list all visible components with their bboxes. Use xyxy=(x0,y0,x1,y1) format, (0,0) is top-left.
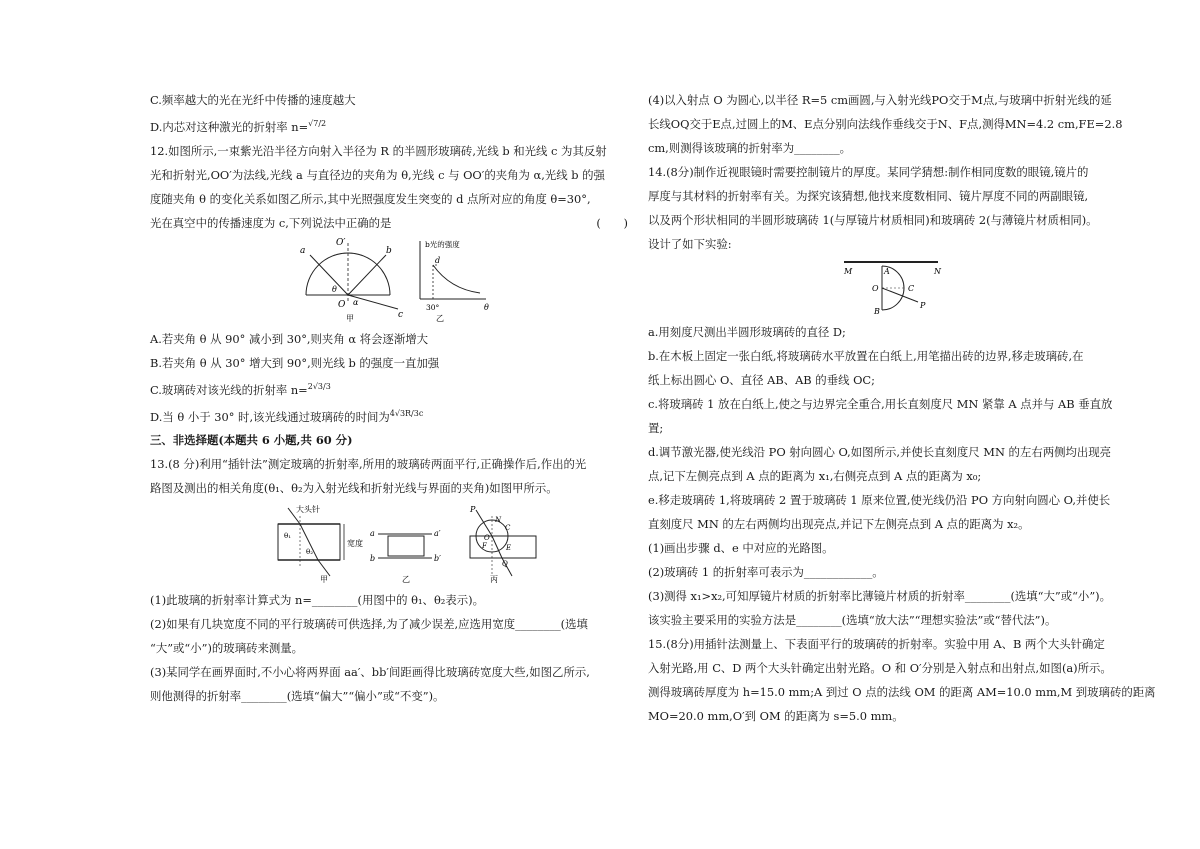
fig12-label-b: b xyxy=(386,245,392,256)
q13-stem-2: 路图及测出的相关角度(θ₁、θ₂为入射光线和折射光线与界面的夹角)如图甲所示。 xyxy=(150,481,558,496)
fig12-xaxis-theta: θ xyxy=(484,302,489,312)
q13-part-2a: (2)如果有几块宽度不同的平行玻璃砖可供选择,为了减少误差,应选用宽度________(选填 xyxy=(150,617,588,632)
fig13-P: P xyxy=(470,505,476,515)
fig12-yi xyxy=(420,239,489,323)
q13-part-4a: (4)以入射点 O 为圆心,以半径 R=5 cm画圆,与入射光线PO交于M点,与玻璃中折射光线的延 xyxy=(648,93,1112,107)
q14-step-b2: 纸上标出圆心 O、直径 AB、AB 的垂线 OC; xyxy=(648,373,875,387)
fig12-caption-jia: 甲 xyxy=(346,313,354,323)
q12-option-a: A.若夹角 θ 从 90° 减小到 30°,则夹角 α 将会逐渐增大 xyxy=(150,331,428,346)
q12-answer-paren: ( ) xyxy=(596,215,628,230)
fig13-aprime: a′ xyxy=(434,529,441,539)
fig12-label-theta: θ xyxy=(332,284,337,294)
fig14-C: C xyxy=(908,284,915,293)
q12-option-d-text: D.当 θ 小于 30° 时,该光线通过玻璃砖的时间为 xyxy=(150,409,390,424)
q14-part-1: (1)画出步骤 d、e 中对应的光路图。 xyxy=(648,541,834,555)
fig13-E: E xyxy=(506,544,512,553)
q14-stem-4: 设计了如下实验: xyxy=(648,237,732,251)
fig14-O: O xyxy=(872,284,879,293)
fig13-theta2: θ₂ xyxy=(306,548,314,557)
fig14-N: N xyxy=(934,267,941,276)
q14-part-3b: 该实验主要采用的实验方法是________(选填“放大法”“理想实验法”或“替代法”)。 xyxy=(648,613,1057,627)
q11-option-d-fraction: √7/2 xyxy=(308,119,327,128)
fig12-label-oprime: O′ xyxy=(336,237,346,248)
q13-stem-1: 13.(8 分)利用“插针法”测定玻璃的折射率,所用的玻璃砖两面平行,正确操作后,作出的光 xyxy=(150,457,587,472)
q13-part-4b: 长线OQ交于E点,过圆上的M、E点分别向法线作垂线交于N、F点,测得MN=4.2 cm,FE=2.8 xyxy=(648,117,1123,131)
q15-line-1: 15.(8分)用插针法测量上、下表面平行的玻璃砖的折射率。实验中用 A、B 两个大头针确定 xyxy=(648,637,1105,651)
q12-option-d-fraction: 4√3R/3c xyxy=(389,408,424,418)
q14-part-2: (2)玻璃砖 1 的折射率可表示为____________。 xyxy=(648,565,884,579)
fig12-caption-yi: 乙 xyxy=(436,313,444,323)
q15-line-3: 测得玻璃砖厚度为 h=15.0 mm;A 到过 O 点的法线 OM 的距离 AM=10.0 mm,M 到玻璃砖的距离 xyxy=(648,685,1156,699)
q14-figure xyxy=(648,258,1178,316)
fig12-label-o: O xyxy=(338,299,346,310)
q14-step-c1: c.将玻璃砖 1 放在白纸上,使之与边界完全重合,用长直刻度尺 MN 紧靠 A 点并与 AB 垂直放 xyxy=(648,397,1113,411)
q14-figure-svg xyxy=(648,258,1178,316)
q12-option-c-fraction: 2√3/3 xyxy=(307,381,331,391)
q13-figure-svg xyxy=(150,502,640,584)
q13-part-3a: (3)某同学在画界面时,不小心将两界面 aa′、bb′间距画得比玻璃砖宽度大些,如图乙所示, xyxy=(150,665,590,680)
q14-stem-2: 厚度与其材料的折射率有关。为探究该猜想,他找来度数相同、镜片厚度不同的两副眼镜, xyxy=(648,189,1089,203)
fig13-Q: Q xyxy=(502,560,508,569)
q13-figure xyxy=(150,502,640,584)
q15-line-4: MO=20.0 mm,O′到 OM 的距离为 s=5.0 mm。 xyxy=(648,709,904,723)
q12-stem-3: 度随夹角 θ 的变化关系如图乙所示,其中光照强度发生突变的 d 点所对应的角度 θ=30°, xyxy=(150,191,591,206)
q15-line-2: 入射光路,用 C、D 两个大头针确定出射光路。O 和 O′分别是入射点和出射点,如图(a)所示。 xyxy=(648,661,1112,675)
fig12-jia xyxy=(300,238,403,323)
q14-step-d1: d.调节激光器,使光线沿 PO 射向圆心 O,如图所示,并使长直刻度尺 MN 的左右两侧均出现亮 xyxy=(648,445,1112,459)
q12-option-b: B.若夹角 θ 从 30° 增大到 90°,则光线 b 的强度一直加强 xyxy=(150,355,440,370)
fig13-bing xyxy=(469,505,536,584)
fig13-theta1: θ₁ xyxy=(284,532,292,541)
q14-step-b1: b.在木板上固定一张白纸,将玻璃砖水平放置在白纸上,用笔描出砖的边界,移走玻璃砖,在 xyxy=(648,349,1084,363)
q14-stem-3: 以及两个形状相同的半圆形玻璃砖 1(与厚镜片材质相同)和玻璃砖 2(与薄镜片材质相同)。 xyxy=(648,213,1098,227)
q12-option-c xyxy=(150,375,640,402)
fig13-caption-jia: 甲 xyxy=(320,575,328,585)
q11-option-c: C.频率越大的光在光纤中传播的速度越大 xyxy=(150,93,356,107)
fig13-pin-label: 大头针 xyxy=(296,505,320,515)
q14-stem-1: 14.(8分)制作近视眼镜时需要控制镜片的厚度。某同学猜想:制作相同度数的眼镜,镜片的 xyxy=(648,165,1089,179)
right-column xyxy=(648,88,1178,728)
q12-stem-1: 12.如图所示,一束紫光沿半径方向射入半径为 R 的半圆形玻璃砖,光线 b 和光线 c 为其反射 xyxy=(150,143,607,158)
q11-option-d-text: D.内芯对这种激光的折射率 n= xyxy=(150,119,309,134)
q13-part-3b: 则他测得的折射率________(选填“偏大”“偏小”或“不变”)。 xyxy=(150,689,445,704)
q12-stem-4 xyxy=(150,211,640,235)
left-column xyxy=(150,88,640,708)
fig13-caption-bing: 丙 xyxy=(490,575,498,585)
fig13-caption-yi: 乙 xyxy=(402,575,410,585)
q12-figure-svg xyxy=(150,237,640,323)
q14-step-a: a.用刻度尺测出半圆形玻璃砖的直径 D; xyxy=(648,325,846,339)
fig13-O: O xyxy=(484,534,490,543)
q13-part-4c: cm,则测得该玻璃的折射率为________。 xyxy=(648,141,852,155)
q12-option-d xyxy=(150,402,640,429)
q14-part-3a: (3)测得 x₁>x₂,可知厚镜片材质的折射率比薄镜片材质的折射率________(选填“大”或“小”)。 xyxy=(648,589,1111,603)
fig13-yi xyxy=(370,529,441,584)
fig13-F: F xyxy=(482,542,487,551)
fig13-C: C xyxy=(505,524,511,533)
fig12-ylabel: b光的强度 xyxy=(425,239,460,249)
fig14-M: M xyxy=(844,267,853,276)
fig14-B: B xyxy=(874,307,880,316)
fig13-bprime: b′ xyxy=(434,554,441,564)
fig12-label-a: a xyxy=(300,245,306,256)
q14-step-e2: 直刻度尺 MN 的左右两侧均出现亮点,并记下左侧亮点到 A 点的距离为 x₂。 xyxy=(648,517,1030,531)
q12-figure xyxy=(150,237,640,323)
fig14-A: A xyxy=(884,267,890,276)
q14-step-e1: e.移走玻璃砖 1,将玻璃砖 2 置于玻璃砖 1 原来位置,使光线仍沿 PO 方向射向圆心 O,并使长 xyxy=(648,493,1111,507)
q12-option-c-text: C.玻璃砖对该光线的折射率 n= xyxy=(150,382,308,397)
fig13-N: N xyxy=(495,516,502,525)
section-3-heading: 三、非选择题(本题共 6 小题,共 60 分) xyxy=(150,433,353,448)
fig13-width-label: 宽度 xyxy=(347,539,363,549)
q14-step-c2: 置; xyxy=(648,421,664,435)
fig12-tick-30: 30° xyxy=(426,302,440,312)
fig13-b: b xyxy=(370,554,376,564)
fig13-jia xyxy=(278,504,363,584)
q13-part-1: (1)此玻璃的折射率计算式为 n=________(用图中的 θ₁、θ₂表示)。 xyxy=(150,593,484,608)
q13-part-2b: “大”或“小”)的玻璃砖来测量。 xyxy=(150,641,304,656)
q14-step-d2: 点,记下左侧亮点到 A 点的距离为 x₁,右侧亮点到 A 点的距离为 x₀; xyxy=(648,469,982,483)
q12-stem-2: 光和折射光,OO′为法线,光线 a 与直径边的夹角为 θ,光线 c 与 OO′的夹角为 α,光线 b 的强 xyxy=(150,167,605,182)
fig12-label-c: c xyxy=(398,309,404,320)
fig13-a: a xyxy=(370,529,375,539)
fig12-label-d: d xyxy=(435,255,441,265)
fig12-label-alpha: α xyxy=(353,297,359,307)
q12-stem-4-text: 光在真空中的传播速度为 c,下列说法中正确的是 xyxy=(150,215,392,230)
q11-option-d xyxy=(150,112,640,139)
fig14-P: P xyxy=(920,301,926,310)
